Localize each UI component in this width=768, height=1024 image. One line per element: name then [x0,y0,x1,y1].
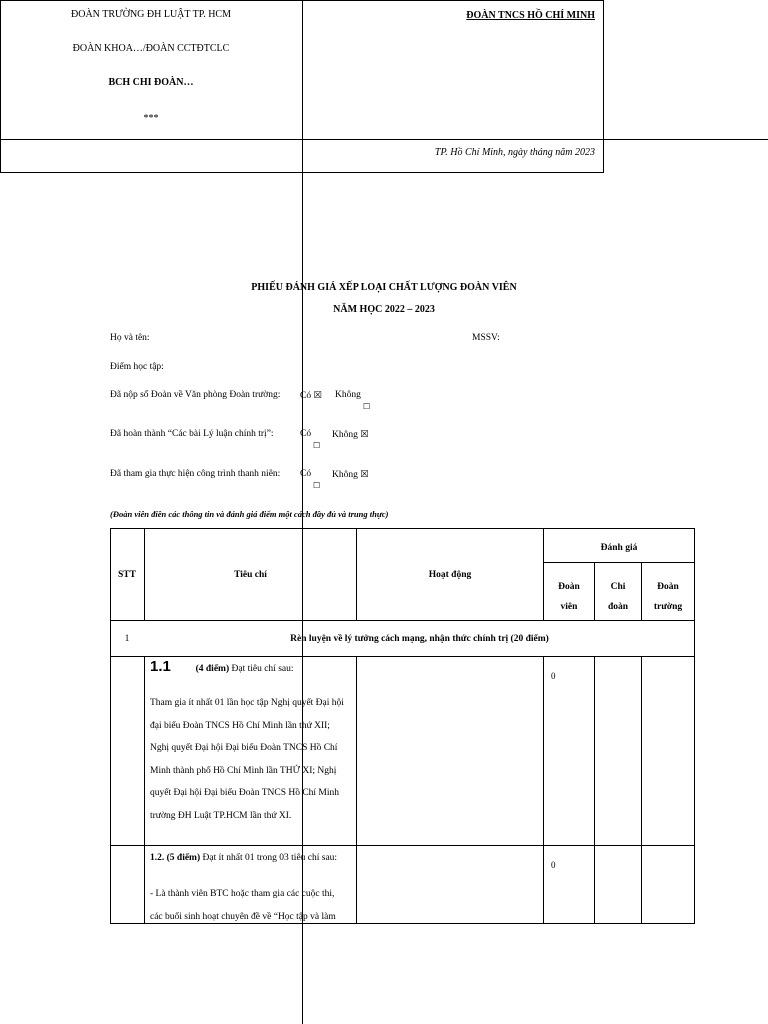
section1-title: Rèn luyện về lý tưởng cách mạng, nhận thức chính trị (20 điểm) [290,634,549,644]
item11-heading [150,658,350,675]
name-field-label: Họ và tên: [110,333,150,343]
q2-yes-checkbox[interactable]: ☐ [313,441,321,450]
q1-no-checkbox[interactable]: ☐ [363,402,371,411]
q3-no-checkbox[interactable]: Không ☒ [332,470,369,480]
header-separator-stars: *** [143,113,159,124]
instruction-note: (Đoàn viên điền các thông tin và đánh giá điểm một cách đầy đủ và trung thực) [110,509,389,519]
school-union-name: ĐOÀN TRƯỜNG ĐH LUẬT TP. HCM [71,9,231,20]
section1-stt: 1 [124,634,130,644]
eval-subheader-line [543,562,694,563]
youth-union-title: ĐOÀN TNCS HỒ CHÍ MINH [466,10,595,21]
item11-points: (4 điểm) [195,664,230,674]
form-title: PHIẾU ĐÁNH GIÁ XẾP LOẠI CHẤT LƯỢNG ĐOÀN VIÊN [251,282,517,293]
item12-number-points: 1.2. (5 điểm) [150,853,201,863]
item12-line: các buổi sinh hoạt chuyên đề về “Học tập và làm [150,911,336,922]
table-border-top [110,528,695,529]
evaluation-table [110,528,695,924]
item12-intro: Đạt ít nhất 01 trong 03 tiêu chí sau: [200,853,338,863]
item11-line: quyết Đại hội Đại biểu Đoàn TNCS Hồ Chí Minh [150,788,340,798]
score-field-label: Điểm học tập: [110,362,164,372]
item12-line: - Là thành viên BTC hoặc tham gia các cuộc thi, [150,889,335,899]
member-col-line-body [594,656,595,924]
q2-no-checkbox[interactable]: Không ☒ [332,430,369,440]
item11-description [150,692,349,827]
header-branch [595,577,641,617]
q2-yes-label: Có [300,429,312,439]
item11-line: Minh thành phố Hồ Chí Minh lần THỨ XI; Nghị [150,765,337,776]
item12-member-score: 0 [551,860,556,870]
header-member-line2: viên [560,602,578,612]
q3-yes-checkbox[interactable]: ☐ [313,481,321,490]
item12-description [150,883,349,928]
q1-label: Đã nộp sổ Đoàn về Văn phòng Đoàn trường: [110,390,281,400]
branch-committee-name: BCH CHI ĐOÀN… [108,77,194,88]
item11-member-score: 0 [551,671,556,681]
item11-line: đại biểu Đoàn TNCS Hồ Chí Minh lần thứ XII; [150,720,330,731]
criteria-col-line-body [356,656,357,924]
date-line: TP. Hồ Chí Minh, ngày tháng năm 2023 [434,147,595,158]
table-border-right [694,528,695,924]
stt-col-line-body [144,656,145,924]
item12-heading [150,853,350,863]
item11-line: trường ĐH Luật TP.HCM lần thứ XI. [150,810,292,821]
item11-line: Tham gia ít nhất 01 lần học tập Nghị quyết Đại hội [150,698,344,708]
table-border-left [110,528,111,924]
header-evaluation: Đánh giá [600,543,638,553]
header-branch-line2: đoàn [607,602,629,612]
q2-label: Đã hoàn thành “Các bài Lý luận chính trị”: [110,429,274,439]
header-branch-line1: Chi [610,582,626,592]
activity-col-line-body [543,656,544,924]
item11-number: 1.1 [150,658,171,675]
faculty-union-name: ĐOÀN KHOA…/ĐOÀN CCTĐTCLC [72,43,230,54]
q3-label: Đã tham gia thực hiện công trình thanh niên: [110,469,281,479]
header-school-line2: trường [653,602,683,612]
header-bottom-line [110,620,695,621]
q1-yes-checkbox[interactable]: Có ☒ [300,391,322,401]
header-school [642,577,694,617]
header-activity: Hoạt động [428,570,472,580]
q3-yes-label: Có [300,469,312,479]
form-subtitle: NĂM HỌC 2022 – 2023 [333,304,435,315]
item11-bottom-line [110,845,695,846]
header-divider-horizontal [0,139,768,140]
header-member-line1: Đoàn [558,582,580,592]
section-bottom-line [110,656,695,657]
header-school-line1: Đoàn [657,582,679,592]
item11-line: Nghị quyết Đại hội Đại biểu Đoàn TNCS Hồ Chí [150,743,338,753]
item11-intro: Đạt tiêu chí sau: [229,664,294,674]
header-stt: STT [118,570,136,580]
mssv-field-label: MSSV: [472,333,500,343]
header-criteria: Tiêu chí [234,570,267,580]
document-header [0,0,604,173]
branch-col-line-body [641,656,642,924]
q1-no-label: Không [335,390,361,400]
header-member [544,577,594,617]
